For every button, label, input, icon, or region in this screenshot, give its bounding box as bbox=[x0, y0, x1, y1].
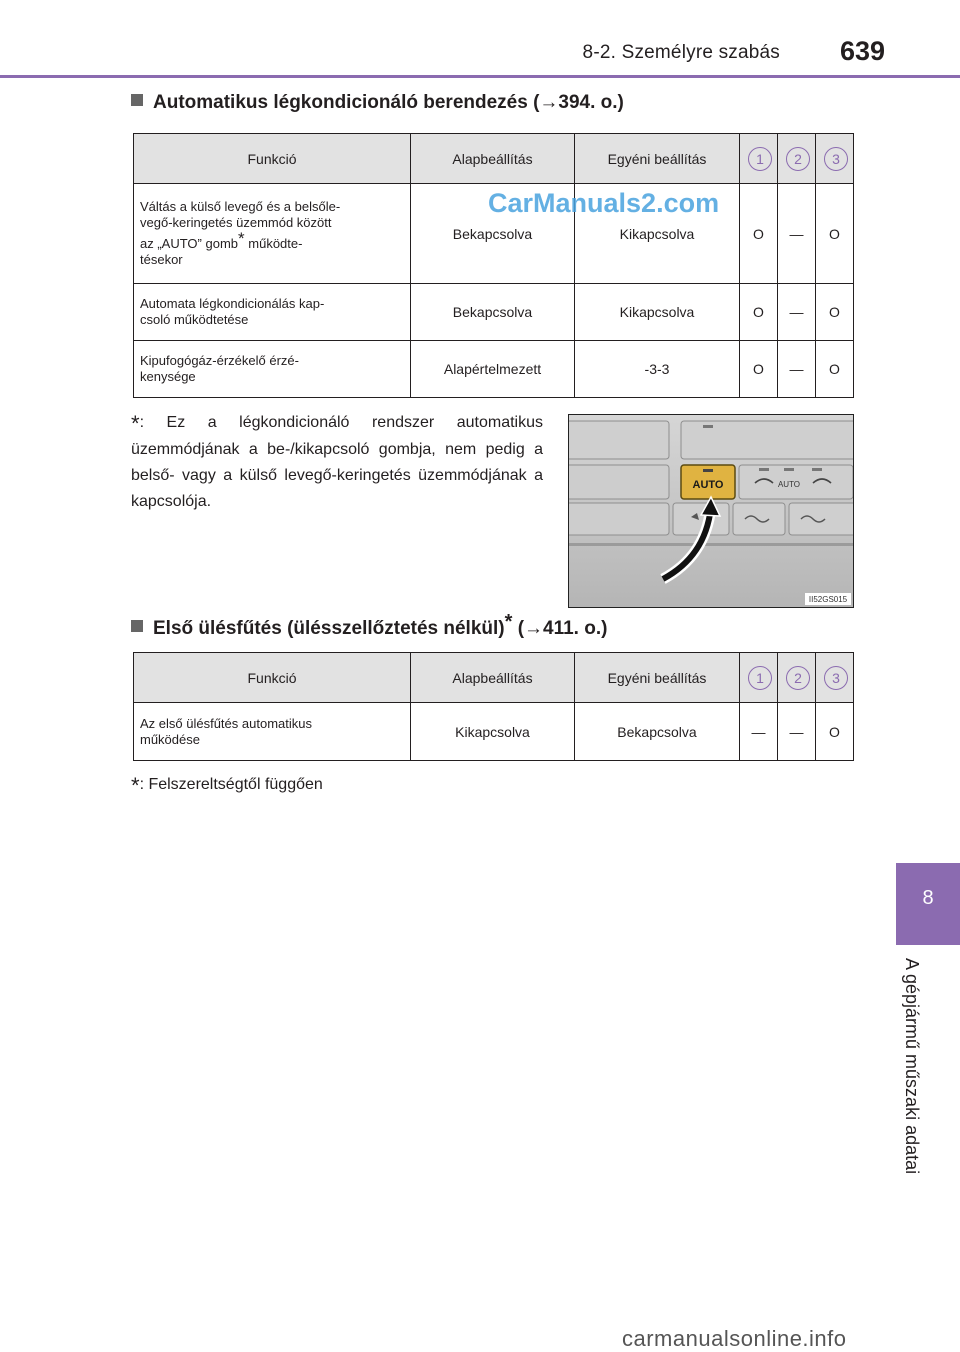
section2-ref: (→411. o.) bbox=[517, 618, 608, 639]
section-marker-icon bbox=[131, 620, 143, 632]
method-2-icon: 2 bbox=[786, 666, 810, 690]
col-method-3 bbox=[816, 134, 854, 184]
function-line-tail: működte- bbox=[248, 236, 303, 251]
function-line: Váltás a külső levegő és a belsőle- bbox=[140, 199, 341, 214]
section2-footnote bbox=[131, 772, 323, 799]
header-rule bbox=[0, 75, 960, 78]
row-custom: Kikapcsolva bbox=[575, 284, 740, 341]
function-line bbox=[140, 231, 404, 252]
col-custom: Egyéni beállítás bbox=[575, 653, 740, 703]
row-method-3: O bbox=[816, 703, 854, 761]
function-line: Automata légkondicionálás kap- bbox=[140, 296, 325, 311]
section-marker-icon bbox=[131, 94, 143, 106]
row-custom: Bekapcsolva bbox=[575, 703, 740, 761]
row-function bbox=[134, 703, 411, 761]
function-line: kenysége bbox=[140, 369, 196, 384]
row-method-1: — bbox=[740, 703, 778, 761]
small-auto-label: AUTO bbox=[777, 480, 801, 489]
ac-panel-illustration bbox=[569, 415, 853, 607]
footnote-asterisk: * bbox=[238, 229, 245, 248]
footnote-asterisk: * bbox=[131, 773, 140, 798]
col-method-3 bbox=[816, 653, 854, 703]
row-method-1: O bbox=[740, 184, 778, 284]
section1-title: Automatikus légkondicionáló berendezés (→394. o.) bbox=[153, 92, 624, 113]
page-number: 639 bbox=[839, 36, 885, 66]
row-default: Kikapcsolva bbox=[411, 703, 575, 761]
col-default: Alapbeállítás bbox=[411, 134, 575, 184]
method-1-icon: 1 bbox=[748, 666, 772, 690]
col-method-1 bbox=[740, 653, 778, 703]
ac-settings-table bbox=[133, 133, 854, 398]
col-function: Funkció bbox=[134, 653, 411, 703]
table-header-row bbox=[134, 653, 854, 703]
function-line: Az első ülésfűtés automatikus bbox=[140, 715, 312, 731]
section2-asterisk: * bbox=[504, 611, 513, 633]
row-custom: -3-3 bbox=[575, 341, 740, 398]
row-default: Alapértelmezett bbox=[411, 341, 575, 398]
watermark-bottom: carmanualsonline.info bbox=[622, 1326, 847, 1351]
col-method-1 bbox=[740, 134, 778, 184]
row-method-3: O bbox=[816, 284, 854, 341]
function-line: tésekor bbox=[140, 252, 183, 267]
row-method-1: O bbox=[740, 341, 778, 398]
method-3-icon: 3 bbox=[824, 666, 848, 690]
row-function bbox=[134, 341, 411, 398]
method-1-icon: 1 bbox=[748, 147, 772, 171]
row-default: Bekapcsolva bbox=[411, 184, 575, 284]
function-line-text: az „AUTO” gomb bbox=[140, 236, 239, 251]
col-method-2 bbox=[778, 134, 816, 184]
col-default: Alapbeállítás bbox=[411, 653, 575, 703]
row-method-2: — bbox=[778, 341, 816, 398]
col-function: Funkció bbox=[134, 134, 411, 184]
row-custom: Kikapcsolva bbox=[575, 184, 740, 284]
chapter-number: 8 bbox=[922, 887, 934, 909]
table-row bbox=[134, 341, 854, 398]
auto-button-label: AUTO bbox=[692, 479, 724, 491]
chapter-side-title: A gépjármű műszaki adatai bbox=[902, 958, 922, 1175]
footnote-text: : Felszereltségtől függően bbox=[139, 776, 323, 793]
row-method-2: — bbox=[778, 703, 816, 761]
row-method-2: — bbox=[778, 184, 816, 284]
footnote-asterisk: * bbox=[131, 411, 140, 436]
method-3-icon: 3 bbox=[824, 147, 848, 171]
table-row bbox=[134, 284, 854, 341]
col-method-2 bbox=[778, 653, 816, 703]
row-method-2: — bbox=[778, 284, 816, 341]
table-row bbox=[134, 703, 854, 761]
row-default: Bekapcsolva bbox=[411, 284, 575, 341]
method-2-icon: 2 bbox=[786, 147, 810, 171]
chapter-tab bbox=[896, 863, 960, 945]
section2-title: Első ülésfűtés (ülésszellőztetés nélkül) bbox=[153, 618, 505, 639]
function-line: vegő-keringetés üzemmód között bbox=[140, 215, 332, 230]
table-header-row bbox=[134, 134, 854, 184]
section1-footnote bbox=[131, 410, 543, 515]
function-line: csoló működtetése bbox=[140, 312, 249, 327]
col-custom: Egyéni beállítás bbox=[575, 134, 740, 184]
seat-heater-table bbox=[133, 652, 854, 761]
footnote-text: : Ez a légkondicionáló rendszer automatikus üzemmódjának a be-/kikapcsoló gombja, nem pedig a belső- vagy a külső levegő-keringetés üzemmódjának a kapcsolója. bbox=[131, 414, 543, 510]
row-method-3: O bbox=[816, 341, 854, 398]
function-line: Kipufogógáz-érzékelő érzé- bbox=[140, 353, 299, 368]
header-section-title: 8-2. Személyre szabás bbox=[582, 42, 780, 63]
function-line: működése bbox=[140, 731, 200, 747]
ac-panel-figure bbox=[568, 414, 854, 608]
watermark-top: CarManuals2.com bbox=[488, 188, 720, 218]
section1-heading bbox=[131, 92, 624, 114]
row-method-3: O bbox=[816, 184, 854, 284]
row-function bbox=[134, 184, 411, 284]
row-method-1: O bbox=[740, 284, 778, 341]
section2-heading bbox=[131, 611, 607, 640]
figure-code: II52GS015 bbox=[808, 595, 848, 604]
row-function bbox=[134, 284, 411, 341]
